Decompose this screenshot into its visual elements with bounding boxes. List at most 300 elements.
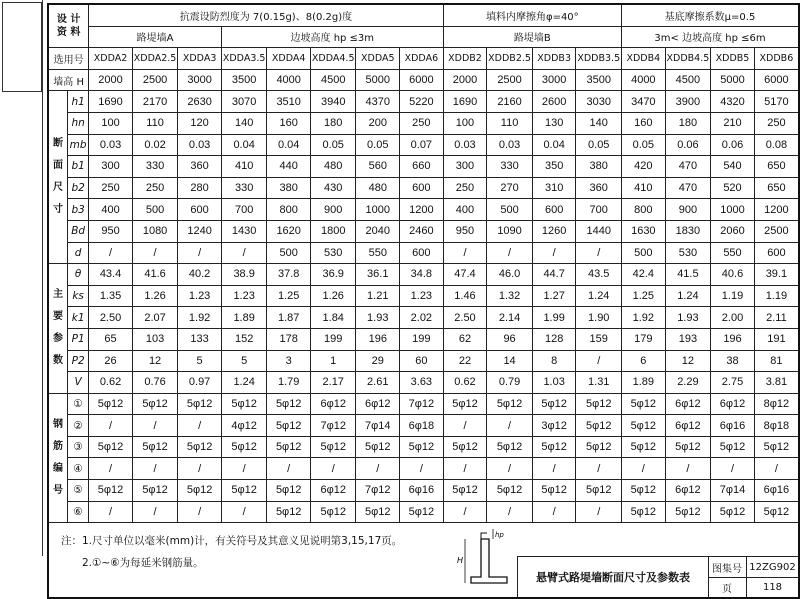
table-cell: 1.24: [221, 372, 266, 394]
table-cell: 7φ14: [356, 415, 400, 437]
table-cell: 199: [310, 328, 355, 350]
table-cell: 2600: [532, 91, 576, 113]
table-cell: 550: [711, 242, 755, 264]
table-cell: 5φ12: [665, 436, 711, 458]
table-cell: 5φ12: [89, 480, 133, 502]
table-cell: 950: [443, 220, 487, 242]
main-parameter-row: [48, 307, 799, 329]
wall-height-value: 3500: [576, 69, 622, 91]
table-cell: 280: [178, 177, 222, 199]
table-cell: 5φ12: [267, 501, 311, 523]
selection-code: XDDA4.5: [310, 48, 355, 70]
main-parameter-row: [48, 372, 799, 394]
table-cell: /: [487, 415, 533, 437]
table-cell: 5φ12: [622, 393, 666, 415]
table-cell: /: [310, 458, 355, 480]
table-cell: 600: [754, 242, 799, 264]
table-cell: 0.02: [132, 134, 177, 156]
table-cell: 1.84: [310, 307, 355, 329]
table-cell: 1.23: [400, 285, 444, 307]
figure-label-hp: hp: [495, 531, 504, 540]
section-size-group-label: 断 面 尺 寸: [48, 91, 68, 264]
row-symbol: ②: [68, 415, 89, 437]
table-cell: /: [89, 242, 133, 264]
table-cell: 1430: [221, 220, 266, 242]
table-cell: 6φ12: [665, 480, 711, 502]
table-cell: 1620: [267, 220, 311, 242]
table-cell: 6φ12: [665, 415, 711, 437]
table-cell: 600: [400, 177, 444, 199]
table-cell: 5φ12: [443, 393, 487, 415]
table-cell: 550: [356, 242, 400, 264]
table-cell: 5φ12: [487, 393, 533, 415]
table-cell: /: [89, 415, 133, 437]
wall-height-value: 6000: [754, 69, 799, 91]
table-cell: 6φ12: [356, 393, 400, 415]
table-cell: /: [132, 501, 177, 523]
table-cell: 1.21: [356, 285, 400, 307]
table-cell: 360: [178, 156, 222, 178]
row-symbol: h1: [68, 91, 89, 113]
row-symbol: θ: [68, 264, 89, 286]
table-cell: 5φ12: [267, 436, 311, 458]
table-cell: 38.9: [221, 264, 266, 286]
table-cell: 1440: [576, 220, 622, 242]
wall-height-value: 2500: [132, 69, 177, 91]
table-cell: 0.03: [89, 134, 133, 156]
table-cell: 5φ12: [754, 436, 799, 458]
table-cell: 5φ12: [532, 436, 576, 458]
table-cell: 36.1: [356, 264, 400, 286]
row-symbol: ①: [68, 393, 89, 415]
table-cell: 5φ12: [576, 393, 622, 415]
selection-code: XDDB2: [443, 48, 487, 70]
table-cell: 0.04: [532, 134, 576, 156]
table-cell: /: [178, 242, 222, 264]
table-cell: 5φ12: [267, 480, 311, 502]
row-symbol: hn: [68, 112, 89, 134]
table-cell: 5φ12: [576, 436, 622, 458]
table-cell: 110: [487, 112, 533, 134]
table-cell: 100: [443, 112, 487, 134]
table-cell: 5φ12: [178, 480, 222, 502]
table-cell: 2500: [754, 220, 799, 242]
table-cell: /: [576, 501, 622, 523]
table-cell: 140: [576, 112, 622, 134]
table-cell: 470: [665, 156, 711, 178]
table-cell: 2.61: [356, 372, 400, 394]
table-cell: 500: [487, 199, 533, 221]
table-cell: 1.31: [576, 372, 622, 394]
table-cell: 330: [132, 156, 177, 178]
table-cell: 1: [310, 350, 355, 372]
table-cell: 5φ12: [267, 393, 311, 415]
selection-code: XDDB2.5: [487, 48, 533, 70]
height-label: 墙高 H: [48, 69, 89, 91]
selection-code: XDDB4: [622, 48, 666, 70]
table-cell: 2.02: [400, 307, 444, 329]
table-cell: /: [487, 501, 533, 523]
table-cell: 7φ12: [356, 480, 400, 502]
table-cell: 1.93: [356, 307, 400, 329]
base-friction: 基底摩擦系数μ=0.5: [622, 4, 800, 26]
table-cell: 1000: [711, 199, 755, 221]
wall-a-label: 路堤墙A: [89, 26, 222, 48]
table-cell: 43.4: [89, 264, 133, 286]
table-cell: 1090: [487, 220, 533, 242]
table-cell: 5φ12: [267, 415, 311, 437]
row-symbol: P2: [68, 350, 89, 372]
row-symbol: ks: [68, 285, 89, 307]
selection-code: XDDA3: [178, 48, 222, 70]
table-cell: 0.79: [487, 372, 533, 394]
rebar-number-row: [48, 393, 799, 415]
rebar-number-row: [48, 501, 799, 523]
table-cell: 2.29: [665, 372, 711, 394]
table-cell: 1.19: [754, 285, 799, 307]
table-cell: 430: [310, 177, 355, 199]
table-cell: 62: [443, 328, 487, 350]
rebar-number-row: [48, 480, 799, 502]
table-cell: 7φ12: [310, 415, 355, 437]
table-cell: 0.04: [221, 134, 266, 156]
table-cell: 100: [89, 112, 133, 134]
table-cell: 3.81: [754, 372, 799, 394]
section-size-row: [48, 91, 799, 113]
table-cell: 6φ12: [665, 393, 711, 415]
table-cell: 12: [132, 350, 177, 372]
table-cell: 5φ12: [356, 501, 400, 523]
table-cell: 36.9: [310, 264, 355, 286]
table-cell: 196: [711, 328, 755, 350]
table-cell: 500: [267, 242, 311, 264]
wall-height-value: 5000: [356, 69, 400, 91]
table-cell: 250: [754, 112, 799, 134]
table-cell: 1.26: [132, 285, 177, 307]
table-cell: 2.11: [754, 307, 799, 329]
section-size-row: [48, 134, 799, 156]
table-cell: 44.7: [532, 264, 576, 286]
seismic-intensity: 抗震设防烈度为 7(0.15g)、8(0.2g)度: [89, 4, 443, 26]
section-size-row: [48, 156, 799, 178]
table-cell: 159: [576, 328, 622, 350]
table-cell: 950: [89, 220, 133, 242]
table-cell: 39.1: [754, 264, 799, 286]
table-cell: 140: [221, 112, 266, 134]
table-cell: 5φ12: [400, 436, 444, 458]
row-symbol: ⑤: [68, 480, 89, 502]
table-cell: 250: [443, 177, 487, 199]
table-cell: 5φ12: [622, 436, 666, 458]
row-symbol: ④: [68, 458, 89, 480]
wall-height-value: 3000: [178, 69, 222, 91]
table-cell: 2.14: [487, 307, 533, 329]
table-cell: 330: [221, 177, 266, 199]
table-cell: 47.4: [443, 264, 487, 286]
table-cell: 1.87: [267, 307, 311, 329]
wall-height-value: 4000: [622, 69, 666, 91]
table-cell: 2.50: [443, 307, 487, 329]
table-cell: 199: [400, 328, 444, 350]
table-cell: 1.24: [576, 285, 622, 307]
slope-b-label: 3m< 边坡高度 hp ≤6m: [622, 26, 800, 48]
table-cell: 0.03: [178, 134, 222, 156]
rebar-number-row: [48, 415, 799, 437]
table-cell: 800: [267, 199, 311, 221]
table-cell: 43.5: [576, 264, 622, 286]
table-cell: /: [89, 458, 133, 480]
table-cell: 1830: [665, 220, 711, 242]
table-cell: 1690: [443, 91, 487, 113]
table-cell: 6φ18: [400, 415, 444, 437]
table-cell: 200: [356, 112, 400, 134]
main-parameter-row: [48, 264, 799, 286]
table-cell: 41.6: [132, 264, 177, 286]
table-cell: 5φ12: [487, 480, 533, 502]
table-cell: 4φ12: [221, 415, 266, 437]
table-cell: 5φ12: [356, 436, 400, 458]
table-cell: 600: [400, 242, 444, 264]
table-cell: 0.06: [711, 134, 755, 156]
section-size-row: [48, 242, 799, 264]
table-cell: 193: [665, 328, 711, 350]
wall-b-label: 路堤墙B: [443, 26, 621, 48]
table-cell: 2040: [356, 220, 400, 242]
selection-code: XDDB6: [754, 48, 799, 70]
select-label: 选用号: [48, 48, 89, 70]
table-cell: 2460: [400, 220, 444, 242]
table-cell: 1.89: [221, 307, 266, 329]
table-cell: 5: [178, 350, 222, 372]
note-line-1: 注：1.尺寸单位以毫米(mm)计，有关符号及其意义见说明第3,15,17页。: [61, 535, 403, 548]
table-cell: 5φ12: [89, 393, 133, 415]
table-cell: /: [132, 458, 177, 480]
table-cell: 700: [221, 199, 266, 221]
table-cell: 40.6: [711, 264, 755, 286]
table-cell: 250: [132, 177, 177, 199]
table-cell: 6φ16: [754, 480, 799, 502]
table-cell: 3510: [267, 91, 311, 113]
wall-height-value: 4500: [310, 69, 355, 91]
rebar-number-group-label: 钢 筋 编 号: [48, 393, 68, 523]
table-cell: /: [532, 458, 576, 480]
table-cell: 470: [665, 177, 711, 199]
table-cell: 1.93: [665, 307, 711, 329]
table-cell: 0.05: [576, 134, 622, 156]
table-cell: 3.63: [400, 372, 444, 394]
row-symbol: ③: [68, 436, 89, 458]
table-cell: 22: [443, 350, 487, 372]
table-cell: 310: [532, 177, 576, 199]
table-cell: 5φ12: [622, 501, 666, 523]
table-cell: 2.75: [711, 372, 755, 394]
selection-code: XDDB5: [711, 48, 755, 70]
table-cell: 2170: [132, 91, 177, 113]
table-cell: 6: [622, 350, 666, 372]
table-cell: /: [443, 242, 487, 264]
main-parameter-row: [48, 285, 799, 307]
table-cell: 103: [132, 328, 177, 350]
table-cell: 0.08: [754, 134, 799, 156]
wall-height-value: 2000: [443, 69, 487, 91]
table-cell: 1.03: [532, 372, 576, 394]
row-symbol: ⑥: [68, 501, 89, 523]
wall-height-value: 4500: [665, 69, 711, 91]
figure-label-h: H: [457, 556, 464, 566]
table-cell: 2.50: [89, 307, 133, 329]
table-cell: 14: [487, 350, 533, 372]
table-cell: 6φ12: [310, 480, 355, 502]
main-parameter-group-label: 主 要 参 数: [48, 264, 68, 394]
title-block: [517, 556, 798, 597]
friction-angle: 填料内摩擦角φ=40°: [443, 4, 621, 26]
table-cell: 1.92: [178, 307, 222, 329]
notes-area: [48, 523, 799, 599]
note-line-2: 2.①~⑥为每延米钢筋量。: [82, 557, 204, 570]
table-cell: 2160: [487, 91, 533, 113]
table-cell: 1630: [622, 220, 666, 242]
row-symbol: b2: [68, 177, 89, 199]
table-cell: 1.79: [267, 372, 311, 394]
margin-strip: [0, 0, 46, 556]
table-cell: /: [443, 458, 487, 480]
table-cell: 180: [310, 112, 355, 134]
page-row: [708, 577, 798, 597]
slope-a-label: 边坡高度 hp ≤3m: [221, 26, 443, 48]
atlas-label: 图集号: [708, 557, 747, 577]
table-cell: 5φ12: [221, 436, 266, 458]
row-symbol: d: [68, 242, 89, 264]
table-cell: /: [487, 242, 533, 264]
selection-code: XDDA3.5: [221, 48, 266, 70]
table-cell: 1260: [532, 220, 576, 242]
table-cell: 6φ12: [711, 393, 755, 415]
table-cell: 300: [443, 156, 487, 178]
table-cell: /: [622, 458, 666, 480]
table-cell: 81: [754, 350, 799, 372]
table-cell: 128: [532, 328, 576, 350]
table-cell: 400: [443, 199, 487, 221]
table-cell: 5φ12: [622, 415, 666, 437]
table-cell: 500: [622, 242, 666, 264]
table-cell: 0.07: [400, 134, 444, 156]
wall-height-value: 4000: [267, 69, 311, 91]
table-cell: /: [532, 501, 576, 523]
wall-height-value: 2000: [89, 69, 133, 91]
atlas-row: [708, 557, 798, 578]
table-cell: 660: [400, 156, 444, 178]
wall-height-value: 3500: [221, 69, 266, 91]
wall-height-value: 2500: [487, 69, 533, 91]
rebar-number-row: [48, 436, 799, 458]
table-cell: 8φ12: [754, 393, 799, 415]
table-cell: 3900: [665, 91, 711, 113]
table-cell: 5φ12: [132, 393, 177, 415]
table-cell: /: [443, 501, 487, 523]
table-cell: 0.05: [622, 134, 666, 156]
table-cell: 5φ12: [532, 393, 576, 415]
binding-stamp: [2, 2, 42, 92]
table-cell: 34.8: [400, 264, 444, 286]
table-cell: /: [178, 458, 222, 480]
table-cell: 900: [310, 199, 355, 221]
table-cell: 5φ12: [487, 436, 533, 458]
table-cell: 37.8: [267, 264, 311, 286]
selection-code: XDDB3: [532, 48, 576, 70]
table-cell: 2060: [711, 220, 755, 242]
table-cell: 110: [132, 112, 177, 134]
table-cell: 1000: [356, 199, 400, 221]
table-cell: 1.32: [487, 285, 533, 307]
row-symbol: Bd: [68, 220, 89, 242]
table-cell: 46.0: [487, 264, 533, 286]
table-cell: 800: [622, 199, 666, 221]
table-cell: 0.06: [665, 134, 711, 156]
table-cell: 1.99: [532, 307, 576, 329]
wall-height-value: 3000: [532, 69, 576, 91]
table-cell: 520: [711, 177, 755, 199]
table-cell: 0.97: [178, 372, 222, 394]
table-cell: 0.76: [132, 372, 177, 394]
table-cell: 6φ16: [400, 480, 444, 502]
table-cell: 130: [532, 112, 576, 134]
table-cell: /: [132, 415, 177, 437]
table-cell: 3: [267, 350, 311, 372]
row-symbol: mb: [68, 134, 89, 156]
table-cell: 5φ12: [178, 436, 222, 458]
table-cell: 1690: [89, 91, 133, 113]
table-cell: 160: [267, 112, 311, 134]
table-cell: 5φ12: [665, 501, 711, 523]
table-cell: 5φ12: [711, 501, 755, 523]
table-cell: 3070: [221, 91, 266, 113]
section-size-row: [48, 112, 799, 134]
table-cell: 5φ12: [178, 393, 222, 415]
table-cell: 42.4: [622, 264, 666, 286]
table-cell: 350: [532, 156, 576, 178]
table-cell: 3940: [310, 91, 355, 113]
table-cell: 1.25: [267, 285, 311, 307]
table-cell: 1200: [400, 199, 444, 221]
table-cell: 1.89: [622, 372, 666, 394]
table-cell: 540: [711, 156, 755, 178]
table-cell: /: [178, 415, 222, 437]
table-cell: 1.23: [178, 285, 222, 307]
row-symbol: V: [68, 372, 89, 394]
table-cell: 300: [89, 156, 133, 178]
table-cell: 40.2: [178, 264, 222, 286]
selection-code: XDDA5: [356, 48, 400, 70]
table-cell: 5φ12: [400, 501, 444, 523]
section-size-row: [48, 177, 799, 199]
table-cell: 900: [665, 199, 711, 221]
table-cell: 5φ12: [221, 393, 266, 415]
table-cell: 560: [356, 156, 400, 178]
table-cell: 250: [400, 112, 444, 134]
wall-height-value: 5000: [711, 69, 755, 91]
table-cell: 5φ12: [754, 501, 799, 523]
table-cell: 1.90: [576, 307, 622, 329]
parameter-table: [47, 3, 800, 599]
table-cell: 5220: [400, 91, 444, 113]
selection-code: XDDB4.5: [665, 48, 711, 70]
table-cell: 530: [665, 242, 711, 264]
table-cell: 410: [221, 156, 266, 178]
main-parameter-row: [48, 350, 799, 372]
table-cell: 650: [754, 177, 799, 199]
table-cell: /: [443, 415, 487, 437]
table-cell: 5φ12: [576, 415, 622, 437]
